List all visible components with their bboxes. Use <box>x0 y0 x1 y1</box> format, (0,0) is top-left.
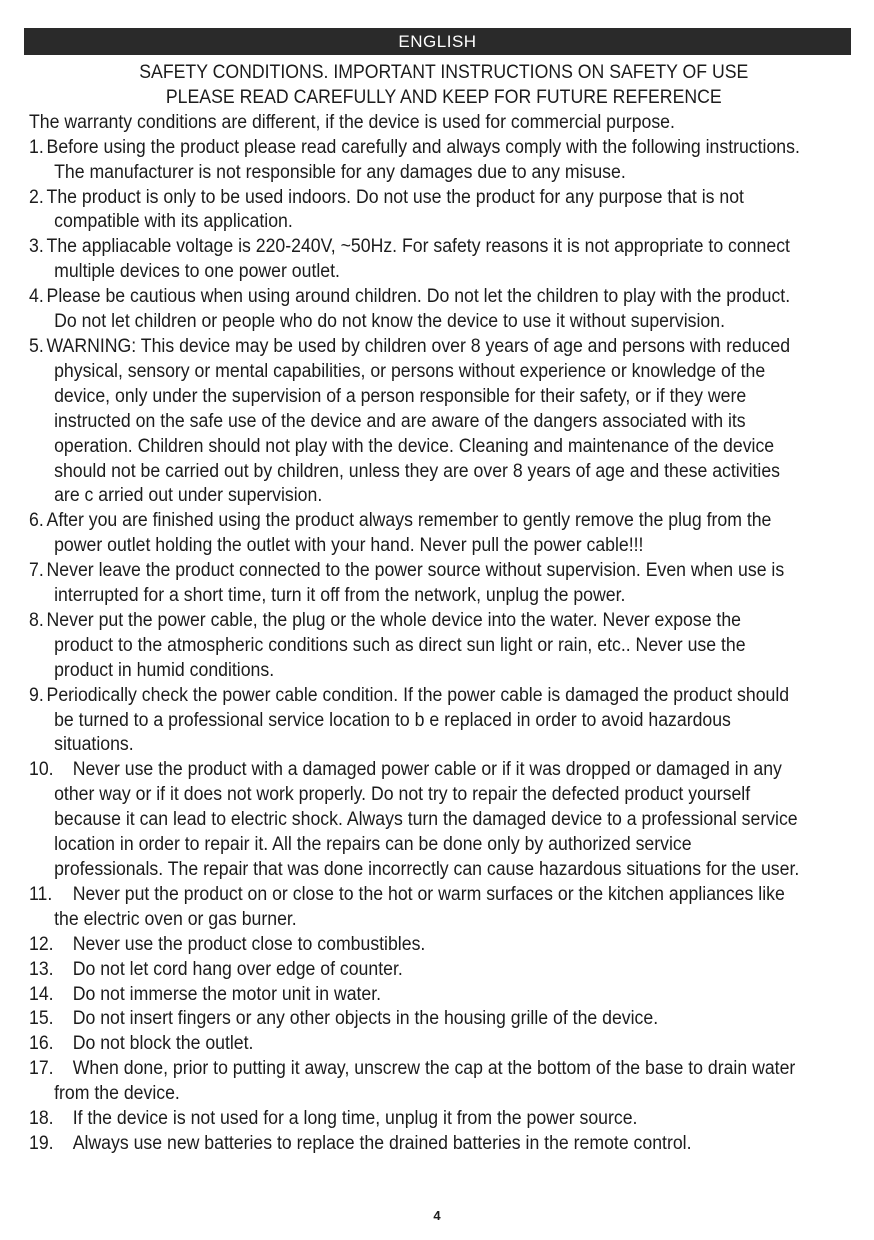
item-text: WARNING: This device may be used by children over 8 years of age and persons with reduced physical, sensory or mental capabilities, or persons without experience or knowledge of the device, only under the supervision of a person responsible for their safety, or if they were instructed on the safe use of the device and are aware of the dangers associated with its operation. Children should not play with the device. Cleaning and maintenance of the device should not be carried out by children, unless they are over 8 years of age and these activities are c arried out under supervision. <box>46 335 791 507</box>
item-text: Do not insert fingers or any other objects in the housing grille of the device. <box>72 1008 659 1030</box>
item-number: 19. <box>29 1132 54 1154</box>
item-number: 15. <box>29 1008 54 1030</box>
item-number: 3. <box>29 236 44 258</box>
item-text: When done, prior to putting it away, unscrew the cap at the bottom of the base to drain water from the device. <box>54 1058 796 1105</box>
list-item <box>29 235 801 285</box>
list-item <box>29 958 801 983</box>
item-text: Do not immerse the motor unit in water. <box>72 983 382 1005</box>
list-item <box>29 684 801 759</box>
list-item <box>29 1007 801 1032</box>
list-item <box>29 285 801 335</box>
item-number: 4. <box>29 286 44 308</box>
item-text: Do not block the outlet. <box>72 1033 254 1055</box>
list-item <box>29 758 801 883</box>
item-text: Do not let cord hang over edge of counter. <box>72 958 403 980</box>
item-number: 16. <box>29 1033 54 1055</box>
list-item <box>29 983 801 1008</box>
item-number: 18. <box>29 1108 54 1130</box>
item-number: 5. <box>29 335 44 357</box>
list-item <box>29 335 801 509</box>
list-item <box>29 1032 801 1057</box>
item-number: 13. <box>29 958 54 980</box>
safety-instructions <box>29 61 801 1157</box>
item-number: 10. <box>29 759 54 781</box>
list-item <box>29 883 801 933</box>
warranty-intro: The warranty conditions are different, if the device is used for commercial purpose. <box>29 111 675 133</box>
page-number: 4 <box>433 1208 441 1223</box>
list-item <box>29 1057 801 1107</box>
item-text: The appliacable voltage is 220-240V, ~50Hz. For safety reasons it is not appropriate to connect multiple devices to one power outlet. <box>46 236 790 283</box>
item-text: Before using the product please read carefully and always comply with the following instructions. The manufacturer is not responsible for any damages due to any misuse. <box>46 136 800 183</box>
item-text: After you are finished using the product always remember to gently remove the plug from the power outlet holding the outlet with your hand. Never pull the power cable!!! <box>46 510 772 557</box>
item-text: Never put the power cable, the plug or the whole device into the water. Never expose the product to the atmospheric conditions such as direct sun light or rain, etc.. Never use the product in humid conditions. <box>46 609 746 681</box>
list-item <box>29 1107 801 1132</box>
item-text: Please be cautious when using around children. Do not let the children to play with the product. Do not let children or people who do not know the device to use it without supervision. <box>46 286 791 333</box>
item-text: Never put the product on or close to the hot or warm surfaces or the kitchen appliances like the electric oven or gas burner. <box>54 883 785 930</box>
item-text: Never use the product with a damaged power cable or if it was dropped or damaged in any other way or if it does not work properly. Do not try to repair the defected product yourself because it can lead to electric shock. Always turn the damaged device to a professional service location in order to repair it. All the repairs can be done only by authorized service professionals. The repair that was done incorrectly can cause hazardous situations for the user. <box>54 759 800 880</box>
item-text: Never leave the product connected to the power source without supervision. Even when use is interrupted for a short time, turn it off from the network, unplug the power. <box>46 560 785 607</box>
item-number: 12. <box>29 933 54 955</box>
item-text: Always use new batteries to replace the drained batteries in the remote control. <box>72 1132 692 1154</box>
heading-line-2: PLEASE READ CAREFULLY AND KEEP FOR FUTURE REFERENCE <box>165 86 722 108</box>
item-number: 1. <box>29 136 44 158</box>
language-header-bar <box>24 28 851 55</box>
document-heading <box>29 61 859 111</box>
item-text: Never use the product close to combustibles. <box>72 933 426 955</box>
item-number: 8. <box>29 609 44 631</box>
item-number: 7. <box>29 560 44 582</box>
item-number: 14. <box>29 983 54 1005</box>
list-item <box>29 559 801 609</box>
list-item <box>29 609 801 684</box>
item-text: If the device is not used for a long time, unplug it from the power source. <box>72 1108 638 1130</box>
list-item <box>29 186 801 236</box>
list-item <box>29 509 801 559</box>
list-item <box>29 1132 801 1157</box>
item-number: 2. <box>29 186 44 208</box>
item-number: 11. <box>29 883 53 905</box>
item-number: 6. <box>29 510 44 532</box>
instruction-list <box>29 136 801 1157</box>
list-item <box>29 136 801 186</box>
item-text: The product is only to be used indoors. Do not use the product for any purpose that is not compatible with its application. <box>46 186 744 233</box>
language-label: ENGLISH <box>398 31 477 51</box>
item-number: 9. <box>29 684 44 706</box>
item-text: Periodically check the power cable condition. If the power cable is damaged the product should be turned to a professional service location to b e replaced in order to avoid hazardous situations. <box>46 684 790 756</box>
item-number: 17. <box>29 1058 54 1080</box>
list-item <box>29 933 801 958</box>
heading-line-1: SAFETY CONDITIONS. IMPORTANT INSTRUCTIONS ON SAFETY OF USE <box>139 62 749 83</box>
